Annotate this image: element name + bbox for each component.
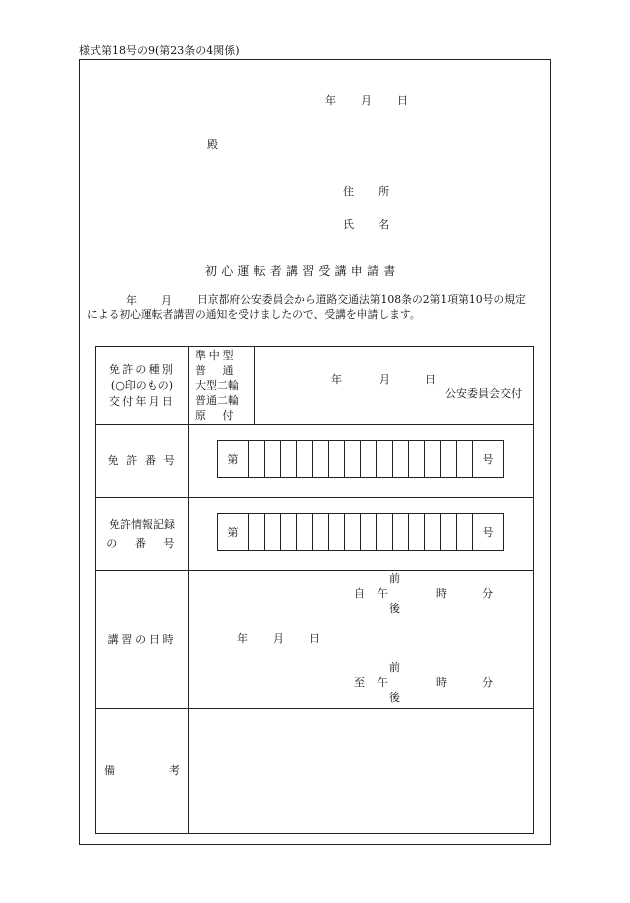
from-hour: 時 xyxy=(436,587,447,600)
license-record-suffix: 号 xyxy=(472,514,503,550)
form-number: 様式第18号の9(第23条の4関係) xyxy=(79,44,240,57)
schedule-label-cell xyxy=(96,571,189,709)
type-option-ogata-nirin[interactable]: 大型二輪 xyxy=(195,379,239,392)
issue-month: 月 xyxy=(379,373,390,386)
body-year: 年 xyxy=(126,294,137,307)
type-option-gentsuki[interactable]: 原 付 xyxy=(195,409,237,422)
to-go: 午 xyxy=(377,676,388,689)
remarks-label-right: 考 xyxy=(169,764,180,777)
to-am: 前 xyxy=(389,661,400,674)
row-license-record xyxy=(96,498,534,571)
license-number-prefix: 第 xyxy=(227,453,239,466)
license-record-label: 免許情報記録 xyxy=(109,518,175,531)
from-ji: 自 xyxy=(354,587,365,600)
license-number-label: 免許番号 xyxy=(107,454,183,467)
license-number-suffix: 号 xyxy=(472,441,503,477)
to-hour: 時 xyxy=(436,676,447,689)
addressee-dono: 殿 xyxy=(207,138,218,151)
row-license-number xyxy=(96,425,534,498)
date-year: 年 xyxy=(325,94,336,107)
license-number-label-cell xyxy=(96,425,189,498)
type-option-futsu[interactable]: 普 通 xyxy=(195,364,237,377)
schedule-day: 日 xyxy=(309,632,320,645)
license-record-input-cell xyxy=(189,498,534,571)
row-license-type xyxy=(96,347,534,425)
row-schedule xyxy=(96,571,534,709)
body-month: 月 xyxy=(161,294,172,307)
remarks-input-cell[interactable] xyxy=(189,709,534,834)
remarks-label-cell xyxy=(96,709,189,834)
issuer-label: 公安委員会交付 xyxy=(445,387,522,400)
license-type-label: 免許の種別 xyxy=(109,362,175,376)
schedule-input-cell[interactable] xyxy=(189,571,534,709)
to-minute: 分 xyxy=(482,676,493,689)
license-number-boxes[interactable] xyxy=(217,440,504,478)
date-month: 月 xyxy=(361,94,372,107)
license-record-boxes[interactable] xyxy=(217,513,504,551)
issue-year: 年 xyxy=(331,373,342,386)
address-label: 住 所 xyxy=(343,185,396,198)
from-go: 午 xyxy=(377,587,388,600)
from-minute: 分 xyxy=(482,587,493,600)
license-type-sublabel: (○印のもの) xyxy=(110,378,174,392)
license-type-options-cell xyxy=(189,347,255,425)
from-pm: 後 xyxy=(389,602,400,615)
from-am: 前 xyxy=(389,572,400,585)
application-table xyxy=(95,346,534,834)
body-line1: 日京都府公安委員会から道路交通法第108条の2第1項第10号の規定 xyxy=(197,293,526,306)
name-label: 氏 名 xyxy=(343,218,396,231)
license-record-label-2: の 番 号 xyxy=(106,537,178,550)
remarks-label-left: 備 xyxy=(104,764,115,777)
license-type-label-cell xyxy=(96,347,189,425)
body-line2: による初心運転者講習の通知を受けましたので、受講を申請します。 xyxy=(87,308,421,321)
issue-date-cell[interactable] xyxy=(255,347,534,425)
type-option-junchugata[interactable]: 準中型 xyxy=(195,349,237,362)
license-number-input-cell xyxy=(189,425,534,498)
schedule-month: 月 xyxy=(273,632,284,645)
license-record-prefix: 第 xyxy=(227,526,239,539)
to-ji: 至 xyxy=(354,676,365,689)
license-record-label-cell xyxy=(96,498,189,571)
schedule-label: 講習の日時 xyxy=(107,632,177,646)
type-option-futsu-nirin[interactable]: 普通二輪 xyxy=(195,394,239,407)
issue-day: 日 xyxy=(425,373,436,386)
to-pm: 後 xyxy=(389,691,400,704)
date-day: 日 xyxy=(397,94,408,107)
issue-date-label: 交付年月日 xyxy=(109,394,175,408)
form-title: 初心運転者講習受講申請書 xyxy=(205,264,400,278)
row-remarks xyxy=(96,709,534,834)
schedule-year: 年 xyxy=(237,632,248,645)
